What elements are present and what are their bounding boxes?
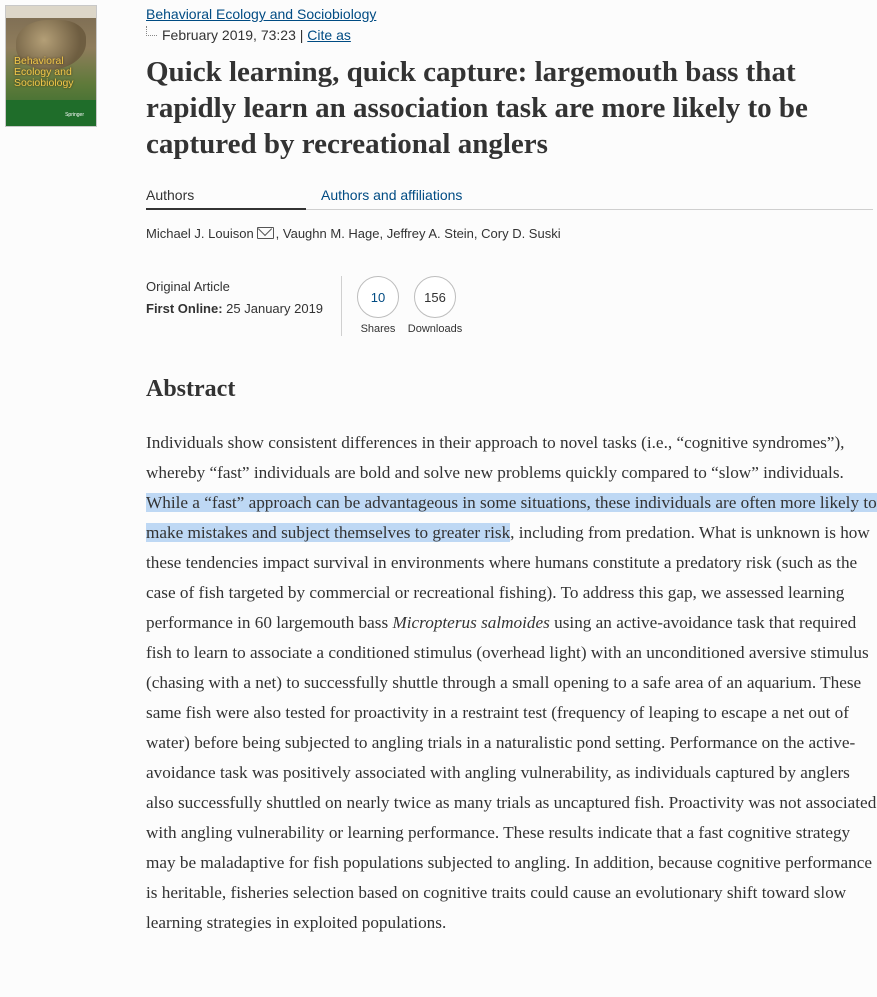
issue-separator: | [295, 27, 308, 43]
author-tabs [146, 183, 873, 210]
mail-icon[interactable] [257, 227, 274, 239]
author-names-rest[interactable]: , Vaughn M. Hage, Jeffrey A. Stein, Cory D. Suski [275, 226, 561, 241]
first-online-label: First Online: [146, 301, 223, 316]
cover-publisher: Springer [65, 112, 84, 118]
cover-header-strip [6, 6, 96, 18]
abstract-text [146, 428, 877, 938]
author-list [146, 225, 561, 243]
metrics-divider [341, 276, 342, 336]
shares-label: Shares [360, 323, 396, 335]
author-name[interactable]: Michael J. Louison [146, 226, 254, 241]
shares-metric[interactable] [348, 276, 408, 336]
abstract-part-3: using an active-avoidance task that required fish to learn to associate a conditioned stimulus (overhead light) with an unconditioned aversive stimulus (chasing with a net) to successfully shuttle through a small opening to a safe area of an aquarium. These same fish were also tested for proactivity in a restraint test (frequency of leaping to escape a net out of water) before being subjected to angling trials in a naturalistic pond setting. Performance on the active-avoidance task was positively associated with angling vulnerability, as individuals captured by anglers also successfully shuttled on nearly twice as many trials as uncaptured fish. Proactivity was not associated with angling vulnerability or learning performance. These results indicate that a fast cognitive strategy may be maladaptive for fish populations subjected to angling. In addition, because cognitive performance is heritable, fisheries selection based on cognitive traits could cause an evolutionary shift toward slow learning strategies in exploited populations. [146, 613, 877, 932]
article-info [146, 276, 323, 320]
journal-meta [146, 4, 376, 46]
highlighted-selection: While a “fast” approach can be advantageous in some situations, these individuals are often more likely to make mistakes and subject themselves to greater risk [146, 493, 877, 542]
species-name: Micropterus salmoides [392, 613, 550, 632]
abstract-part-1: Individuals show consistent differences in their approach to novel tasks (i.e., “cognitive syndromes”), whereby “fast” individuals are bold and solve new problems quickly compared to “slow” individuals. [146, 433, 845, 482]
issue-info: February 2019, 73:23 [162, 27, 296, 43]
downloads-metric [405, 276, 465, 336]
abstract-heading: Abstract [146, 376, 236, 402]
cite-as-link[interactable]: Cite as [307, 27, 351, 43]
tab-authors-affiliations[interactable]: Authors and affiliations [321, 187, 463, 203]
shares-count[interactable]: 10 [357, 276, 399, 318]
journal-cover-image[interactable] [5, 5, 97, 127]
tree-corner-icon [146, 26, 157, 36]
first-online [146, 298, 323, 320]
journal-link[interactable]: Behavioral Ecology and Sociobiology [146, 6, 377, 22]
cover-title: Behavioral Ecology and Sociobiology [14, 55, 74, 89]
article-type: Original Article [146, 279, 230, 294]
article-title: Quick learning, quick capture: largemouth bass that rapidly learn an association task are more likely to be captured by recreational anglers [146, 56, 808, 160]
first-online-date: 25 January 2019 [222, 301, 324, 316]
tab-authors[interactable]: Authors [146, 183, 306, 210]
abstract-part-2: , including from predation. What is unknown is how these tendencies impact survival in environments where humans constitute a predatory risk (such as the case of fish targeted by commercial or recreational fishing). To address this gap, we assessed learning performance in 60 largemouth bass [146, 523, 870, 632]
downloads-count: 156 [414, 276, 456, 318]
issue-line [146, 24, 376, 46]
downloads-label: Downloads [407, 323, 463, 335]
